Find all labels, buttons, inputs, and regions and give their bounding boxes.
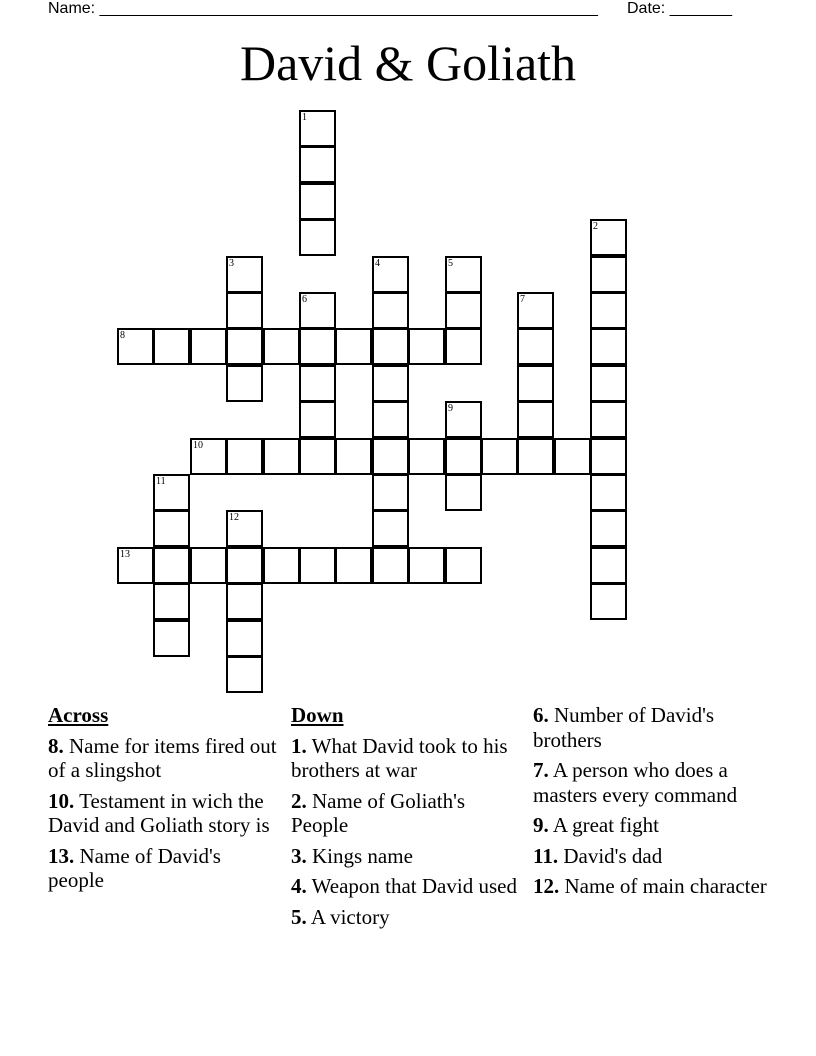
crossword-cell[interactable] xyxy=(299,183,336,220)
down-heading: Down xyxy=(291,703,344,727)
clue-number: 12. xyxy=(533,874,560,898)
crossword-cell[interactable] xyxy=(481,438,518,475)
crossword-cell[interactable] xyxy=(590,583,627,620)
clue-down-12 xyxy=(533,874,773,899)
crossword-cell[interactable] xyxy=(590,547,627,584)
cell-number: 8 xyxy=(120,330,125,341)
crossword-cell[interactable] xyxy=(517,438,554,475)
crossword-cell[interactable] xyxy=(153,474,190,511)
clue-down-7 xyxy=(533,758,773,807)
crossword-cell[interactable] xyxy=(445,256,482,293)
crossword-cell[interactable] xyxy=(590,256,627,293)
clue-number: 7. xyxy=(533,758,549,782)
cell-number: 2 xyxy=(593,221,598,232)
cell-number: 13 xyxy=(120,549,130,560)
crossword-cell[interactable] xyxy=(299,547,336,584)
crossword-cell[interactable] xyxy=(445,474,482,511)
cell-number: 1 xyxy=(302,112,307,123)
clues-column-across xyxy=(48,703,280,899)
crossword-cell[interactable] xyxy=(226,292,263,329)
crossword-cell[interactable] xyxy=(590,292,627,329)
cell-number: 6 xyxy=(302,294,307,305)
crossword-cell[interactable] xyxy=(117,328,154,365)
crossword-cell[interactable] xyxy=(445,401,482,438)
name-field-label: Name: ________________________________________________________ xyxy=(48,0,598,17)
cell-number: 7 xyxy=(520,294,525,305)
clue-text: Name for items fired out of a slingshot xyxy=(48,733,277,782)
clue-text: What David took to his brothers at war xyxy=(291,733,508,782)
cell-number: 4 xyxy=(375,258,380,269)
crossword-cell[interactable] xyxy=(226,583,263,620)
crossword-cell[interactable] xyxy=(153,510,190,547)
clue-text: A great fight xyxy=(552,813,659,837)
crossword-cell[interactable] xyxy=(517,328,554,365)
crossword-cell[interactable] xyxy=(372,510,409,547)
date-field-label: Date: _______ xyxy=(627,0,732,17)
crossword-cell[interactable] xyxy=(299,146,336,183)
across-heading: Across xyxy=(48,703,109,727)
clue-down-2 xyxy=(291,789,523,838)
cell-number: 3 xyxy=(229,258,234,269)
crossword-cell[interactable] xyxy=(590,438,627,475)
crossword-cell[interactable] xyxy=(554,438,591,475)
crossword-cell[interactable] xyxy=(299,438,336,475)
crossword-cell[interactable] xyxy=(408,547,445,584)
clue-number: 3. xyxy=(291,843,307,868)
crossword-cell[interactable] xyxy=(299,328,336,365)
clue-down-11 xyxy=(533,844,773,869)
crossword-cell[interactable] xyxy=(153,620,190,657)
clue-number: 11. xyxy=(533,843,559,868)
clue-number: 8. xyxy=(48,733,64,758)
crossword-cell[interactable] xyxy=(226,547,263,584)
crossword-cell[interactable] xyxy=(445,547,482,584)
crossword-cell[interactable] xyxy=(517,292,554,329)
clue-text: A person who does a masters every command xyxy=(533,758,738,807)
crossword-cell[interactable] xyxy=(372,438,409,475)
crossword-cell[interactable] xyxy=(117,547,154,584)
crossword-cell[interactable] xyxy=(299,365,336,402)
clue-text: Name of main character xyxy=(564,874,767,898)
crossword-cell[interactable] xyxy=(153,583,190,620)
crossword-cell[interactable] xyxy=(445,292,482,329)
clue-number: 1. xyxy=(291,733,307,758)
crossword-cell[interactable] xyxy=(299,401,336,438)
clue-text: Weapon that David used xyxy=(311,874,517,898)
clue-text: A victory xyxy=(310,904,390,929)
clues-column-down-continued xyxy=(533,703,773,905)
page-title: David & Goliath xyxy=(239,35,577,91)
clues-column-down xyxy=(291,703,523,935)
cell-number: 11 xyxy=(156,476,166,487)
cell-number: 5 xyxy=(448,258,453,269)
crossword-cell[interactable] xyxy=(408,438,445,475)
crossword-cell[interactable] xyxy=(335,547,372,584)
crossword-cell[interactable] xyxy=(517,401,554,438)
crossword-cell[interactable] xyxy=(226,256,263,293)
crossword-cell[interactable] xyxy=(263,547,300,584)
crossword-cell[interactable] xyxy=(590,510,627,547)
crossword-cell[interactable] xyxy=(190,547,227,584)
clue-text: David's dad xyxy=(563,843,663,868)
clue-text: Number of David's brothers xyxy=(533,703,715,752)
clue-across-13 xyxy=(48,844,280,893)
crossword-cell[interactable] xyxy=(590,328,627,365)
crossword-cell[interactable] xyxy=(372,292,409,329)
cell-number: 9 xyxy=(448,403,453,414)
crossword-cell[interactable] xyxy=(372,547,409,584)
clue-down-9 xyxy=(533,813,773,838)
clue-down-6 xyxy=(533,703,773,752)
clue-across-8 xyxy=(48,734,280,783)
crossword-cell[interactable] xyxy=(372,256,409,293)
crossword-cell[interactable] xyxy=(335,438,372,475)
clue-across-10 xyxy=(48,789,280,838)
clue-text: Testament in wich the David and Goliath story is xyxy=(48,788,270,837)
clue-down-5 xyxy=(291,905,523,930)
crossword-cell[interactable] xyxy=(372,328,409,365)
crossword-cell[interactable] xyxy=(226,438,263,475)
crossword-cell[interactable] xyxy=(226,620,263,657)
crossword-cell[interactable] xyxy=(517,365,554,402)
crossword-cell[interactable] xyxy=(590,365,627,402)
crossword-cell[interactable] xyxy=(226,656,263,693)
crossword-cell[interactable] xyxy=(445,438,482,475)
cell-number: 10 xyxy=(193,440,203,451)
crossword-cell[interactable] xyxy=(299,292,336,329)
crossword-cell[interactable] xyxy=(590,219,627,256)
crossword-cell[interactable] xyxy=(226,328,263,365)
crossword-cell[interactable] xyxy=(299,110,336,147)
crossword-cell[interactable] xyxy=(445,328,482,365)
clue-text: Name of Goliath's People xyxy=(291,788,466,837)
clue-number: 4. xyxy=(291,874,307,898)
crossword-cell[interactable] xyxy=(299,219,336,256)
clue-number: 13. xyxy=(48,843,75,868)
crossword-cell[interactable] xyxy=(263,438,300,475)
crossword-cell[interactable] xyxy=(372,474,409,511)
clue-number: 5. xyxy=(291,904,307,929)
clue-text: Name of David's people xyxy=(48,843,221,892)
crossword-cell[interactable] xyxy=(226,365,263,402)
crossword-cell[interactable] xyxy=(372,401,409,438)
crossword-cell[interactable] xyxy=(190,328,227,365)
cell-number: 12 xyxy=(229,512,239,523)
crossword-cell[interactable] xyxy=(153,328,190,365)
clue-down-1 xyxy=(291,734,523,783)
crossword-cell[interactable] xyxy=(590,401,627,438)
crossword-cell[interactable] xyxy=(335,328,372,365)
clue-down-4 xyxy=(291,874,523,899)
crossword-cell[interactable] xyxy=(226,510,263,547)
clue-number: 6. xyxy=(533,703,549,727)
clue-text: Kings name xyxy=(312,843,413,868)
clue-down-3 xyxy=(291,844,523,869)
clue-number: 10. xyxy=(48,788,75,813)
crossword-cell[interactable] xyxy=(153,547,190,584)
crossword-cell[interactable] xyxy=(590,474,627,511)
crossword-cell[interactable] xyxy=(372,365,409,402)
clue-number: 2. xyxy=(291,788,307,813)
crossword-cell[interactable] xyxy=(408,328,445,365)
crossword-cell[interactable] xyxy=(263,328,300,365)
clue-number: 9. xyxy=(533,813,549,837)
crossword-cell[interactable] xyxy=(190,438,227,475)
